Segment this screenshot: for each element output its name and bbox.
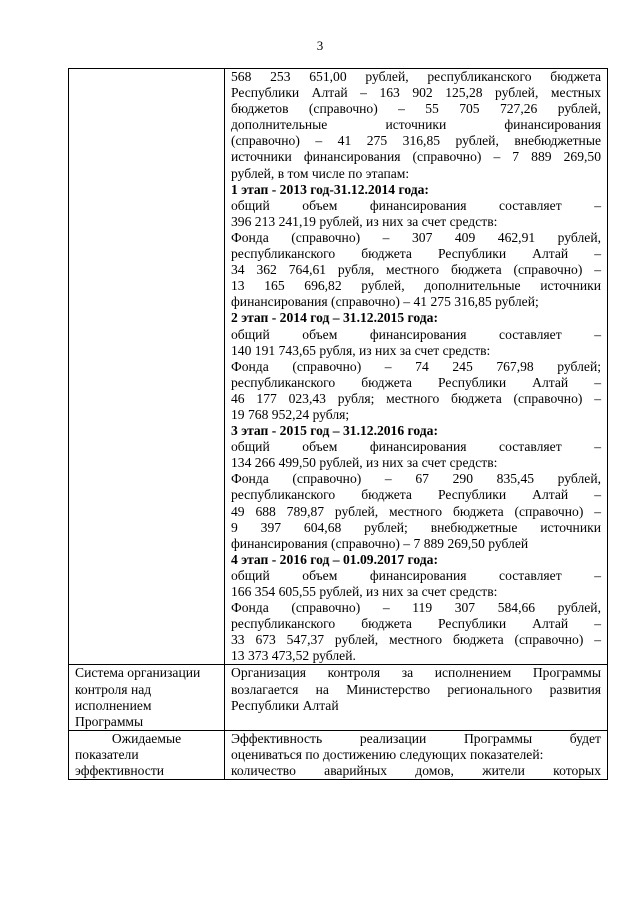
stage-text-line: Фонда (справочно) – 307 409 462,91 рублей,: [231, 229, 601, 245]
indicators-content-cell: [225, 730, 608, 779]
stage-text-line: 13 373 473,52 рублей.: [231, 648, 356, 664]
stage-text-line: 19 768 952,24 рубля;: [231, 406, 350, 422]
indicators-text-line: оцениваться по достижению следующих показателей:: [231, 746, 544, 762]
stage-text-line: общий объем финансирования составляет –: [231, 197, 601, 213]
stage-text-line: 9 397 604,68 рублей; внебюджетные источники: [231, 519, 601, 535]
stage-text-line: финансирования (справочно) – 7 889 269,50 рублей: [231, 535, 529, 551]
stage-text-line: 49 688 789,87 рублей, местного бюджета (справочно) –: [231, 503, 601, 519]
stage-text-line: 166 354 605,55 рублей, из них за счет средств:: [231, 584, 498, 599]
control-text-line: Организация контроля за исполнением Программы: [231, 665, 601, 681]
stage-text-line: 396 213 241,19 рублей, из них за счет средств:: [231, 213, 498, 229]
indicators-text-line: Эффективность реализации Программы будет: [231, 730, 601, 746]
funding-text-line: 568 253 651,00 рублей, республиканского бюджета: [231, 69, 601, 84]
stage-text-line: республиканского бюджета Республики Алтай –: [231, 487, 601, 503]
control-label-line: Программы: [75, 713, 144, 729]
funding-text-line: (справочно) – 41 275 316,85 рублей, внебюджетные: [231, 133, 601, 149]
stage-text-line: общий объем финансирования составляет –: [231, 326, 601, 342]
stage-text-line: 140 191 743,65 рубля, из них за счет средств:: [231, 342, 491, 358]
stage-text-line: 33 673 547,37 рублей, местного бюджета (справочно) –: [231, 632, 601, 648]
program-passport-table: [68, 68, 608, 780]
page-number: 3: [316, 38, 324, 53]
funding-text-line: Республики Алтай – 163 902 125,28 рублей, местных: [231, 85, 601, 101]
stage-title: 3 этап - 2015 год – 31.12.2016 года:: [231, 423, 438, 439]
stage-title: 1 этап - 2013 год-31.12.2014 года:: [231, 181, 429, 197]
funding-text-line: дополнительные источники финансирования: [231, 117, 601, 133]
funding-label-cell: [69, 69, 225, 665]
control-label-line: контроля над: [75, 681, 152, 697]
stage-text-line: Фонда (справочно) – 67 290 835,45 рублей,: [231, 471, 601, 487]
control-row: [69, 665, 608, 730]
stage-text-line: Фонда (справочно) – 119 307 584,66 рублей,: [231, 600, 601, 616]
funding-content-cell: [225, 69, 608, 665]
stage-text-line: общий объем финансирования составляет –: [231, 439, 601, 455]
stage-text-line: 34 362 764,61 рубля, местного бюджета (справочно) –: [231, 262, 601, 278]
stage-text-line: 134 266 499,50 рублей, из них за счет средств:: [231, 455, 498, 471]
stage-text-line: Фонда (справочно) – 74 245 767,98 рублей;: [231, 358, 601, 374]
control-label-cell: [69, 665, 225, 730]
indicators-label-line: показатели: [75, 746, 139, 762]
stage-text-line: финансирования (справочно) – 41 275 316,85 рублей;: [231, 294, 539, 310]
indicators-label-cell: [69, 730, 225, 779]
funding-text-line: источники финансирования (справочно) – 7 889 269,50: [231, 149, 601, 165]
stage-title: 2 этап - 2014 год – 31.12.2015 года:: [231, 310, 438, 326]
stage-text-line: республиканского бюджета Республики Алтай –: [231, 246, 601, 262]
funding-row: [69, 69, 608, 665]
control-label-line: Система организации: [75, 665, 201, 681]
control-label-line: исполнением: [75, 697, 152, 713]
stage-text-line: 13 165 696,82 рублей, дополнительные источники: [231, 278, 601, 294]
stage-text-line: общий объем финансирования составляет –: [231, 567, 601, 583]
indicators-label-line: Ожидаемые: [111, 730, 182, 746]
indicators-row: [69, 730, 608, 779]
control-content-cell: [225, 665, 608, 730]
control-text-line: возлагается на Министерство регионального развития: [231, 681, 601, 697]
stage-text-line: республиканского бюджета Республики Алтай –: [231, 616, 601, 632]
indicators-text-line: количество аварийных домов, жители которых: [231, 763, 601, 779]
indicators-label-line: эффективности: [75, 763, 165, 779]
funding-text-line: бюджетов (справочно) – 55 705 727,26 рублей,: [231, 101, 601, 117]
funding-text-line: рублей, в том числе по этапам:: [231, 165, 410, 181]
stage-text-line: 46 177 023,43 рубля; местного бюджета (справочно) –: [231, 390, 601, 406]
stage-title: 4 этап - 2016 год – 01.09.2017 года:: [231, 551, 438, 567]
control-text-line: Республики Алтай: [231, 697, 339, 713]
stage-text-line: республиканского бюджета Республики Алтай –: [231, 374, 601, 390]
